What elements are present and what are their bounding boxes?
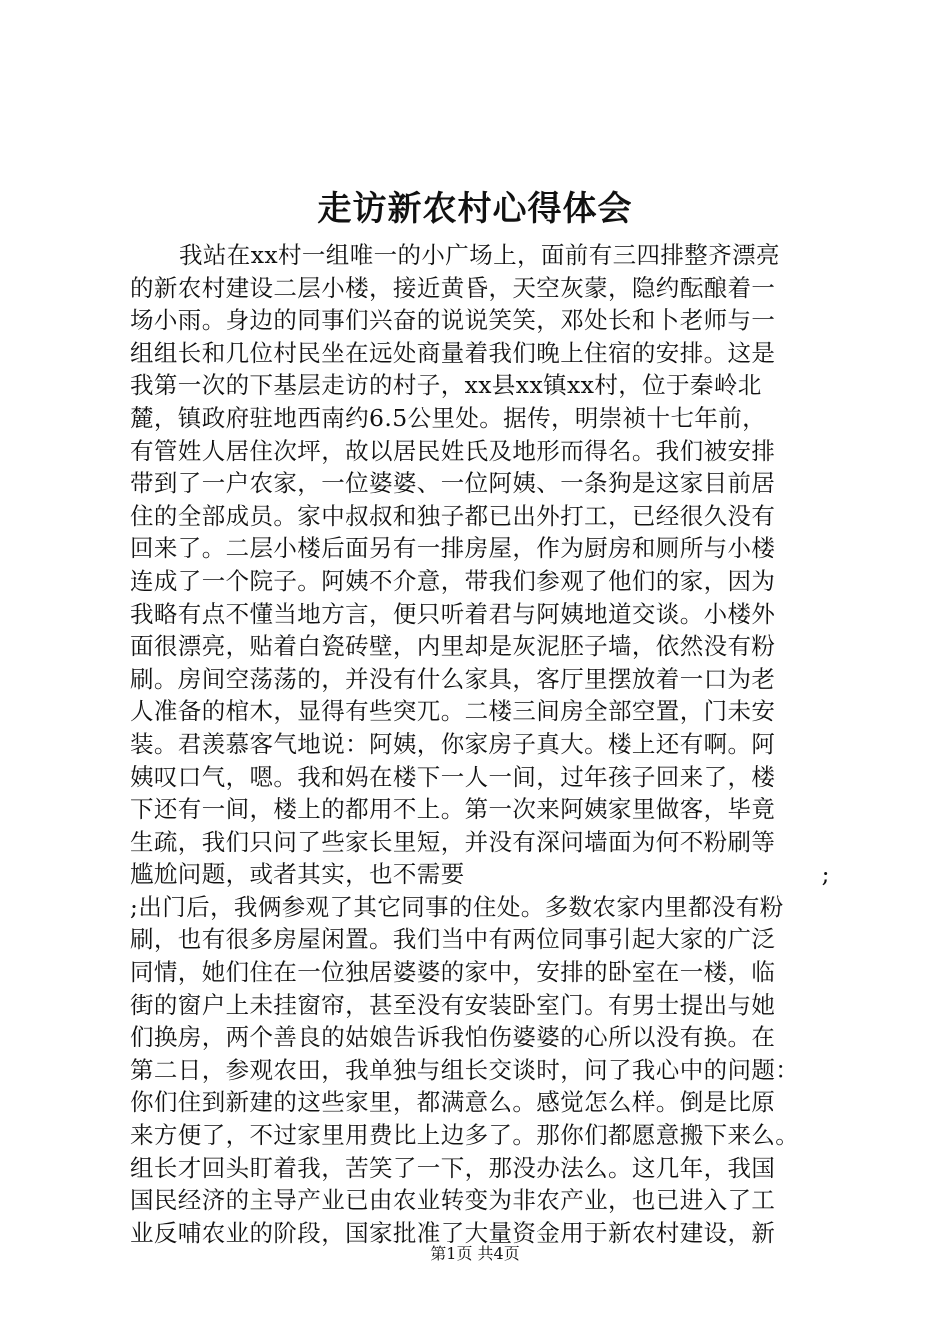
page-number: 第1页 共4页 <box>430 1244 520 1263</box>
body-line: 有管姓人居住次坪，故以居民姓氏及地形而得名。我们被安排 <box>130 436 776 465</box>
body-line: 姨叹口气，嗯。我和妈在楼下一人一间，过年孩子回来了，楼 <box>130 762 776 791</box>
body-line: 你们住到新建的这些家里，都满意么。感觉怎么样。倒是比原 <box>130 1088 776 1117</box>
body-line-text: 尴尬问题，或者其实，也不需要 <box>130 860 465 889</box>
document-body <box>130 239 830 1249</box>
body-line: 下还有一间，楼上的都用不上。第一次来阿姨家里做客，毕竟 <box>130 795 776 824</box>
body-line-justified <box>130 858 830 891</box>
body-line: 麓，镇政府驻地西南约6.5公里处。据传，明崇祯十七年前， <box>130 403 767 432</box>
body-line: 组组长和几位村民坐在远处商量着我们晚上住宿的安排。这是 <box>130 338 776 367</box>
body-line: 街的窗户上未挂窗帘，甚至没有安装卧室门。有男士提出与她 <box>130 990 776 1019</box>
body-line: 面很漂亮，贴着白瓷砖壁，内里却是灰泥胚子墙，依然没有粉 <box>130 632 776 661</box>
document-title: 走访新农村心得体会 <box>317 189 633 229</box>
body-line: 组长才回头盯着我，苦笑了一下，那没办法么。这几年，我国 <box>130 1153 776 1182</box>
body-line: 同情，她们住在一位独居婆婆的家中，安排的卧室在一楼，临 <box>130 958 776 987</box>
body-line: 我略有点不懂当地方言，便只听着君与阿姨地道交谈。小楼外 <box>130 599 776 628</box>
body-line: 来方便了，不过家里用费比上边多了。那你们都愿意搬下来么。 <box>130 1121 800 1150</box>
body-line: 刷。房间空荡荡的，并没有什么家具，客厅里摆放着一口为老 <box>130 664 776 693</box>
body-line: 刷，也有很多房屋闲置。我们当中有两位同事引起大家的广泛 <box>130 925 776 954</box>
body-line: 住的全部成员。家中叔叔和独子都已出外打工，已经很久没有 <box>130 501 776 530</box>
body-line: 第二日，参观农田，我单独与组长交谈时，问了我心中的问题： <box>130 1055 800 1084</box>
body-line-tail: ; <box>821 860 830 889</box>
body-line: 业反哺农业的阶段，国家批准了大量资金用于新农村建设，新 <box>130 1218 776 1247</box>
body-line: 生疏，我们只问了些家长里短，并没有深问墙面为何不粉刷等 <box>130 827 776 856</box>
body-line: 带到了一户农家，一位婆婆、一位阿姨、一条狗是这家目前居 <box>130 469 776 498</box>
body-line: 人准备的棺木，显得有些突兀。二楼三间房全部空置，门未安 <box>130 697 776 726</box>
body-line: 装。君羡慕客气地说：阿姨，你家房子真大。楼上还有啊。阿 <box>130 729 776 758</box>
body-line: 的新农村建设二层小楼，接近黄昏，天空灰蒙，隐约酝酿着一 <box>130 273 776 302</box>
body-line: 们换房，两个善良的姑娘告诉我怕伤婆婆的心所以没有换。在 <box>130 1023 776 1052</box>
body-line: ;出门后，我俩参观了其它同事的住处。多数农家内里都没有粉 <box>130 892 784 921</box>
body-line: 国民经济的主导产业已由农业转变为非农产业，也已进入了工 <box>130 1186 776 1215</box>
body-line: 场小雨。身边的同事们兴奋的说说笑笑，邓处长和卜老师与一 <box>130 306 776 335</box>
body-line: 我站在xx村一组唯一的小广场上，面前有三四排整齐漂亮 <box>179 241 780 269</box>
body-line: 连成了一个院子。阿姨不介意，带我们参观了他们的家，因为 <box>130 566 776 595</box>
body-line: 我第一次的下基层走访的村子，xx县xx镇xx村，位于秦岭北 <box>130 371 762 400</box>
body-line: 回来了。二层小楼后面另有一排房屋，作为厨房和厕所与小楼 <box>130 534 776 563</box>
